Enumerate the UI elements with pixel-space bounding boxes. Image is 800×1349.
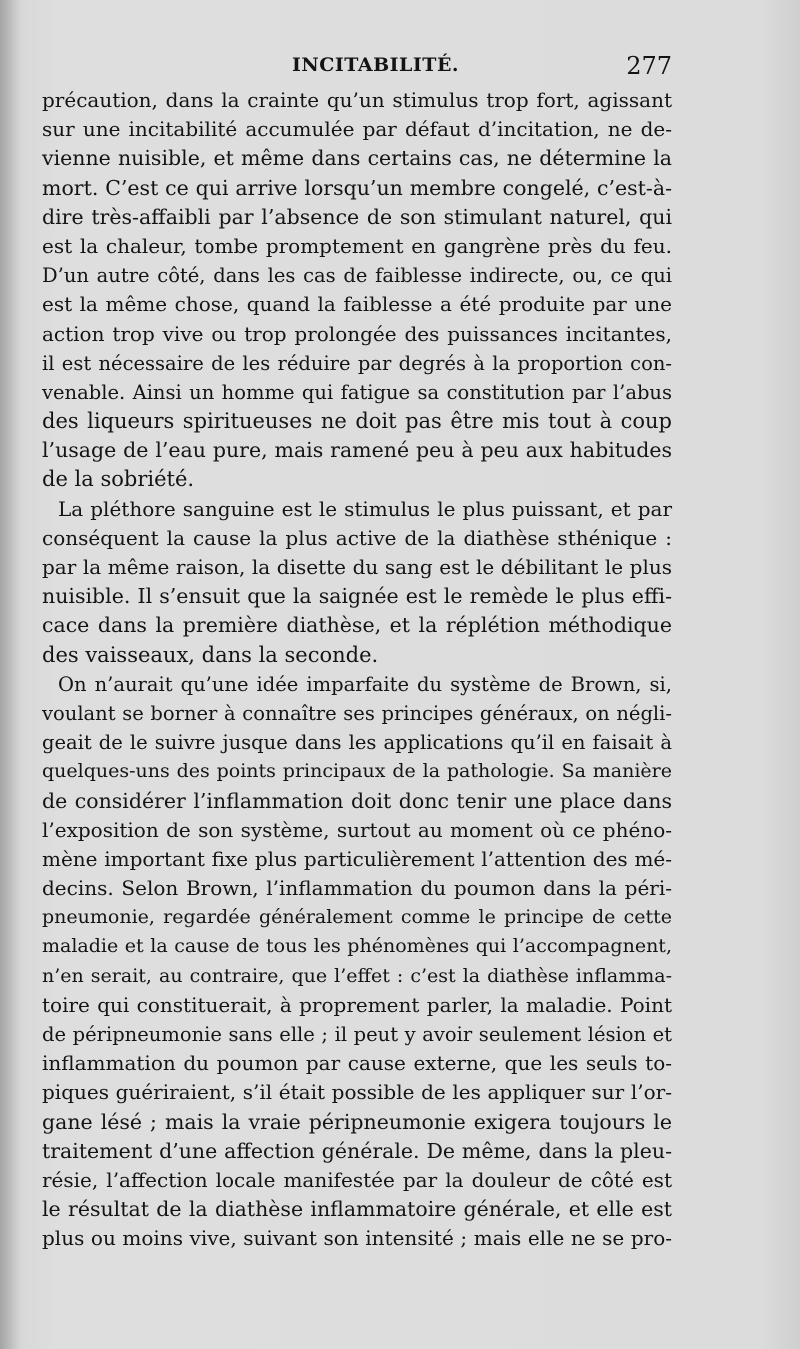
text-line: des vaisseaux, dans la seconde. [42,642,379,667]
text-line: toire qui constituerait, à proprement parler, la maladie. Point [42,992,672,1017]
text-line: des liqueurs spiritueuses ne doit pas être mis tout à coup [42,409,672,434]
text-line: le résultat de la diathèse inflammatoire générale, et elle est [42,1197,672,1222]
text-line: résie, l’affection locale manifestée par la douleur de côté est [42,1167,672,1192]
text-line: de considérer l’inflammation doit donc tenir une place dans [42,788,672,813]
text-line: La pléthore sanguine est le stimulus le plus puissant, et par [58,496,672,521]
text-line: cace dans la première diathèse, et la réplétion méthodique [42,613,672,638]
text-line: précaution, dans la crainte qu’un stimulus trop fort, agissant [42,88,672,112]
running-head [42,52,672,82]
text-line: plus ou moins vive, suivant son intensité ; mais elle ne se pro- [42,1226,672,1251]
text-line: mène important fixe plus particulièrement l’attention des mé- [42,846,672,871]
text-line: dire très-affaibli par l’absence de son stimulant naturel, qui [42,204,672,229]
text-line: nuisible. Il s’ensuit que la saignée est le remède le plus effi- [42,584,672,609]
text-line: de péripneumonie sans elle ; il peut y avoir seulement lésion et [42,1023,672,1046]
text-line: decins. Selon Brown, l’inflammation du poumon dans la péri- [42,876,672,901]
text-line: pneumonie, regardée généralement comme le principe de cette [42,906,672,929]
text-line: vienne nuisible, et même dans certains cas, ne détermine la [42,146,672,171]
text-line: conséquent la cause la plus active de la diathèse sthénique : [42,525,672,550]
text-line: maladie et la cause de tous les phénomènes qui l’accompagnent, [42,935,672,958]
page-number: 277 [626,52,672,80]
text-line: il est nécessaire de les réduire par degrés à la proportion con- [42,351,672,375]
text-line: venable. Ainsi un homme qui fatigue sa constitution par l’abus [42,380,672,404]
running-title: INCITABILITÉ. [292,54,460,76]
text-line: sur une incitabilité accumulée par défaut d’incitation, ne de- [42,117,672,142]
text-line: de la sobriété. [42,467,195,492]
text-line: inflammation du poumon par cause externe, que les seuls to- [42,1051,672,1076]
text-line: mort. C’est ce qui arrive lorsqu’un membre congelé, c’est-à- [42,175,672,200]
text-line: est la même chose, quand la faiblesse a été produite par une [42,292,672,317]
gutter-shadow [0,0,22,1349]
text-line: piques guériraient, s’il était possible de les appliquer sur l’or- [42,1080,672,1105]
text-line: geait de le suivre jusque dans les applications qu’il en faisait à [42,731,672,755]
text-line: est la chaleur, tombe promptement en gangrène près du feu. [42,233,672,258]
body-text [42,86,672,1254]
text-line: n’en serait, au contraire, que l’effet : c’est la diathèse inflamma- [42,964,672,987]
text-line: D’un autre côté, dans les cas de faiblesse indirecte, ou, ce qui [42,264,672,288]
text-line: l’exposition de son système, surtout au moment où ce phéno- [42,817,672,842]
text-line: On n’aurait qu’une idée imparfaite du système de Brown, si, [58,672,672,696]
text-line: traitement d’une affection générale. De même, dans la pleu- [42,1138,672,1163]
text-line: action trop vive ou trop prolongée des puissances incitantes, [42,321,672,346]
text-line: quelques-uns des points principaux de la pathologie. Sa manière [42,760,672,783]
text-line: gane lésé ; mais la vraie péripneumonie exigera toujours le [42,1109,672,1134]
text-line: par la même raison, la disette du sang est le débilitant le plus [42,555,672,579]
text-line: l’usage de l’eau pure, mais ramené peu à peu aux habitudes [42,438,672,463]
text-line: voulant se borner à connaître ses principes généraux, on négli- [42,701,672,725]
